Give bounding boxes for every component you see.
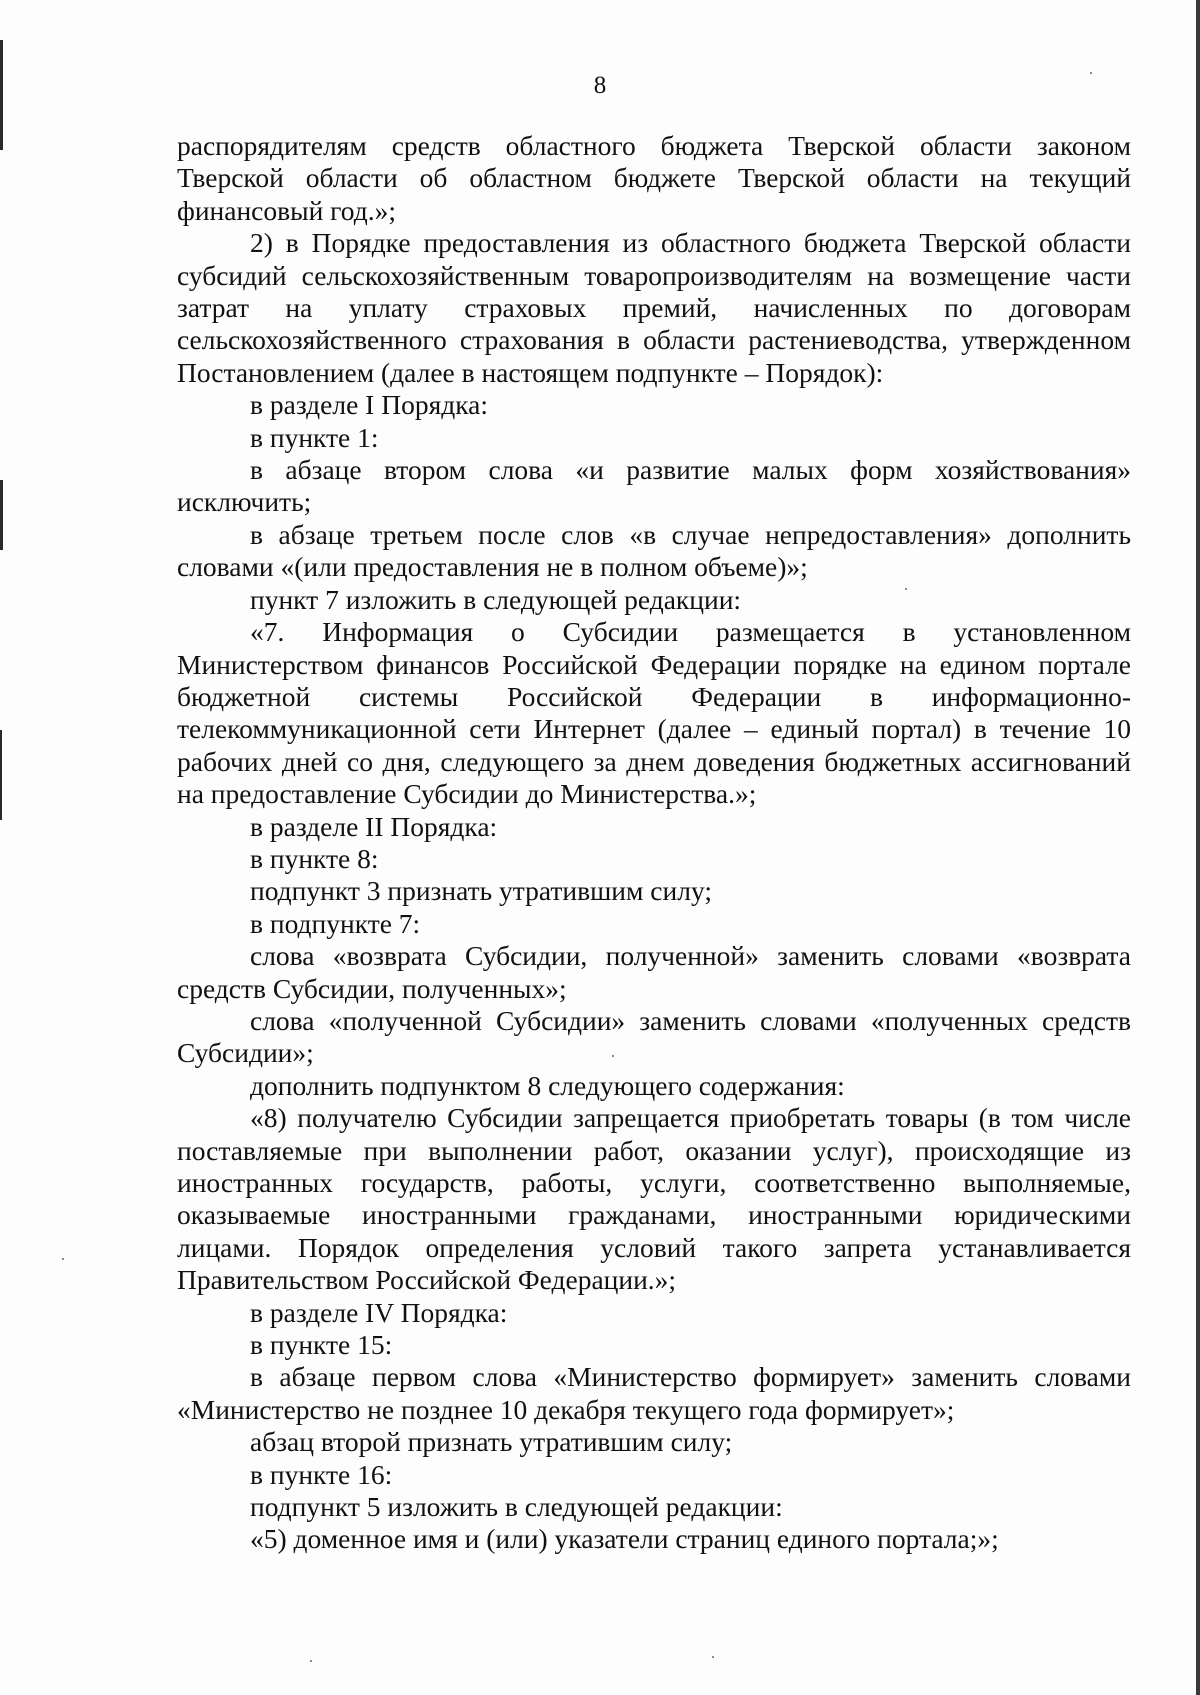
paragraph-section-4: в разделе IV Порядка: [250, 1296, 508, 1328]
scan-edge-right [1196, 0, 1200, 1695]
paragraph-abzac-2: в абзаце втором слова «и развитие малых форм хозяйствования» исключить; [177, 454, 1131, 518]
paragraph-budget-continuation: распорядителям средств областного бюджета Тверской области законом Тверской области об областном бюджете Тверской области на текущий финансовый год.»; [177, 130, 1131, 226]
paragraph-words-return: слова «возврата Субсидии, полученной» заменить словами «возврата средств Субсидии, полученных»; [177, 940, 1131, 1004]
paragraph-abzac-1: в абзаце первом слова «Министерство формирует» заменить словами «Министерство не позднее 10 декабря текущего года формирует»; [177, 1361, 1131, 1425]
scan-edge-left-3 [0, 730, 2, 820]
paragraph-point-8: в пункте 8: [250, 842, 379, 874]
paragraph-point-16: в пункте 16: [250, 1458, 393, 1490]
paragraph-add-subpoint-8: дополнить подпунктом 8 следующего содержания: [250, 1069, 845, 1101]
paragraph-abzac-3: в абзаце третьем после слов «в случае непредоставления» дополнить словами «(или предоставления не в полном объеме)»; [177, 518, 1131, 583]
paragraph-subpoint-8-text: «8) получателю Субсидии запрещается приобретать товары (в том числе поставляемые при выполнении работ, оказании услуг), происходящие из иностранных государств, работы, услуги, соответственно выполняемые, оказываемые иностранными гражданами, иностранными юридическими лицами. Порядок определения условий такого запрета устанавливается Правительством Российской Федерации.»; [177, 1102, 1131, 1296]
paragraph-point-7-intro: пункт 7 изложить в следующей редакции: [250, 583, 742, 615]
scan-edge-left-2 [0, 480, 3, 550]
scan-speck [62, 1258, 64, 1260]
paragraph-words-received: слова «полученной Субсидии» заменить словами «полученных средств Субсидии»; [177, 1004, 1131, 1069]
paragraph-subpoint-5-intro: подпункт 5 изложить в следующей редакции: [250, 1491, 783, 1523]
page-number: 8 [593, 72, 607, 99]
paragraph-section-1: в разделе I Порядка: [250, 389, 489, 421]
paragraph-section-2: в разделе II Порядка: [250, 810, 498, 842]
paragraph-point-15: в пункте 15: [250, 1329, 393, 1361]
scan-speck [310, 1660, 312, 1662]
paragraph-point-7-text: «7. Информация о Субсидии размещается в установленном Министерством финансов Российской Федерации порядке на едином портале бюджетной системы Российской Федерации в информационно-телекоммуникационной сети Интернет (далее – единый портал) в течение 10 рабочих дней со дня, следующего за днем доведения бюджетных ассигнований на предоставление Субсидии до Министерства.»; [177, 616, 1131, 810]
paragraph-subpoint-3: подпункт 3 признать утратившим силу; [250, 875, 712, 907]
document-body [177, 130, 1131, 1556]
paragraph-subpoint-7: в подпункте 7: [250, 907, 421, 939]
scan-speck [712, 1656, 714, 1658]
paragraph-subpoint-5-text: «5) доменное имя и (или) указатели страниц единого портала;»; [250, 1523, 999, 1555]
paragraph-point-1: в пункте 1: [250, 421, 379, 453]
paragraph-procedure-2: 2) в Порядке предоставления из областного бюджета Тверской области субсидий сельскохозяйственным товаропроизводителям на возмещение части затрат на уплату страховых премий, начисленных по договорам сельскохозяйственного страхования в области растениеводства, утвержденном Постановлением (далее в настоящем подпункте – Порядок): [177, 227, 1131, 388]
paragraph-abzac-2-invalid: абзац второй признать утратившим силу; [250, 1426, 733, 1458]
